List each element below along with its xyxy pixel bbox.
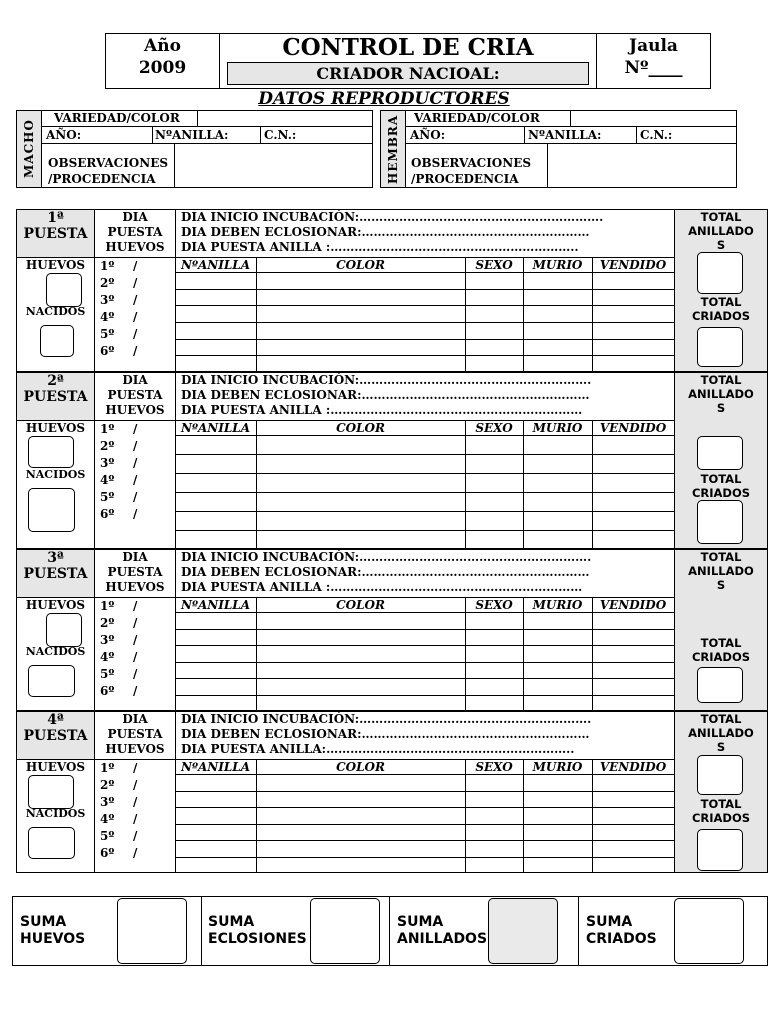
male-side-label: MACHO bbox=[16, 110, 42, 188]
laying-day-row[interactable]: 5º / bbox=[100, 667, 138, 681]
clutch-ordinal: 2ª PUESTA bbox=[23, 373, 88, 405]
eggs-count-box[interactable] bbox=[28, 436, 74, 468]
laying-day-row[interactable]: 5º / bbox=[100, 490, 138, 504]
laying-day-row[interactable]: 3º / bbox=[100, 795, 138, 809]
died-col-header: MURIO bbox=[532, 421, 583, 435]
clutch-day-header: DIA PUESTA HUEVOS bbox=[105, 550, 165, 594]
reproducers-title: DATOS REPRODUCTORES bbox=[258, 89, 510, 109]
chick-row[interactable] bbox=[176, 323, 674, 339]
chick-row[interactable] bbox=[176, 340, 674, 356]
total-raised-label: TOTAL CRIADOS bbox=[691, 472, 751, 500]
color-col-header: COLOR bbox=[336, 258, 385, 272]
chick-row[interactable] bbox=[176, 679, 674, 695]
sum-eggs-label: SUMA HUEVOS bbox=[20, 914, 86, 947]
laying-day-row[interactable]: 6º / bbox=[100, 507, 138, 521]
ring-day-line[interactable]: DIA PUESTA ANILLA :…………………………………………………….. bbox=[181, 240, 579, 254]
chick-row[interactable] bbox=[176, 531, 674, 549]
female-variety-field[interactable] bbox=[571, 111, 736, 126]
ring-number-col-header: NºANILLA bbox=[180, 760, 251, 774]
female-variety-label: VARIEDAD/COLOR bbox=[414, 111, 540, 125]
laying-day-row[interactable]: 4º / bbox=[100, 310, 138, 324]
chick-row[interactable] bbox=[176, 306, 674, 322]
chick-row[interactable] bbox=[176, 858, 674, 874]
laying-day-row[interactable]: 1º / bbox=[100, 259, 138, 273]
chick-row[interactable] bbox=[176, 646, 674, 662]
total-raised-box[interactable] bbox=[697, 327, 743, 367]
female-observations-label-2: /PROCEDENCIA bbox=[411, 172, 519, 186]
clutch-day-header: DIA PUESTA HUEVOS bbox=[105, 712, 165, 756]
sum-eggs-box[interactable] bbox=[117, 898, 187, 964]
clutch-day-header: DIA PUESTA HUEVOS bbox=[105, 210, 165, 254]
laying-day-row[interactable]: 2º / bbox=[100, 439, 138, 453]
color-col-header: COLOR bbox=[336, 598, 385, 612]
laying-day-row[interactable]: 4º / bbox=[100, 812, 138, 826]
total-raised-label: TOTAL CRIADOS bbox=[691, 295, 751, 323]
ring-number-col-header: NºANILLA bbox=[180, 598, 251, 612]
ring-day-line[interactable]: DIA PUESTA ANILLA:…………………………………………………….. bbox=[181, 742, 575, 756]
total-raised-label: TOTAL CRIADOS bbox=[691, 797, 751, 825]
chick-row[interactable] bbox=[176, 455, 674, 473]
sex-col-header: SEXO bbox=[475, 760, 513, 774]
chick-row[interactable] bbox=[176, 512, 674, 530]
eggs-label: HUEVOS bbox=[25, 421, 86, 435]
hatch-due-line[interactable]: DIA DEBEN ECLOSIONAR:………………………………………………… bbox=[181, 388, 590, 402]
page-title: CONTROL DE CRIA bbox=[282, 34, 534, 61]
laying-day-row[interactable]: 5º / bbox=[100, 327, 138, 341]
chick-row[interactable] bbox=[176, 663, 674, 679]
eggs-count-box[interactable] bbox=[28, 775, 74, 809]
eggs-count-box[interactable] bbox=[46, 273, 82, 307]
sold-col-header: VENDIDO bbox=[599, 598, 667, 612]
died-col-header: MURIO bbox=[532, 760, 583, 774]
hatched-label: NACIDOS bbox=[25, 305, 86, 318]
eggs-label: HUEVOS bbox=[25, 258, 86, 272]
female-observations-label-1: OBSERVACIONES bbox=[411, 156, 532, 170]
total-ringed-label: TOTAL ANILLADO S bbox=[688, 712, 754, 754]
sex-col-header: SEXO bbox=[475, 421, 513, 435]
laying-day-row[interactable]: 6º / bbox=[100, 344, 138, 358]
died-col-header: MURIO bbox=[532, 598, 583, 612]
laying-day-row[interactable]: 1º / bbox=[100, 761, 138, 775]
color-col-header: COLOR bbox=[336, 421, 385, 435]
breeder-field[interactable] bbox=[227, 62, 589, 85]
laying-day-row[interactable]: 5º / bbox=[100, 829, 138, 843]
year-value: 2009 bbox=[138, 58, 187, 78]
clutch-ordinal: 1ª PUESTA bbox=[23, 210, 88, 242]
total-raised-box[interactable] bbox=[697, 500, 743, 544]
male-variety-field[interactable] bbox=[198, 111, 372, 126]
sex-col-header: SEXO bbox=[475, 598, 513, 612]
hatched-count-box[interactable] bbox=[40, 325, 74, 357]
total-raised-box[interactable] bbox=[697, 667, 743, 703]
sum-raised-box[interactable] bbox=[674, 898, 744, 964]
hatched-count-box[interactable] bbox=[28, 488, 75, 532]
sum-hatchings-box[interactable] bbox=[310, 898, 380, 964]
female-ring-label: NºANILLA: bbox=[528, 128, 602, 142]
incubation-start-line[interactable]: DIA INICIO INCUBACIÓN:……………………………………………………. bbox=[181, 210, 604, 224]
female-observations-field[interactable] bbox=[548, 144, 736, 187]
total-raised-label: TOTAL CRIADOS bbox=[691, 636, 751, 664]
eggs-label: HUEVOS bbox=[25, 760, 86, 774]
ring-day-line[interactable]: DIA PUESTA ANILLA :……………………………………………………… bbox=[181, 580, 583, 594]
eggs-label: HUEVOS bbox=[25, 598, 86, 612]
chick-row[interactable] bbox=[176, 290, 674, 306]
chick-row[interactable] bbox=[176, 792, 674, 808]
male-year-label: AÑO: bbox=[46, 128, 82, 142]
chick-row[interactable] bbox=[176, 841, 674, 857]
chick-row[interactable] bbox=[176, 273, 674, 289]
clutch-day-header: DIA PUESTA HUEVOS bbox=[105, 373, 165, 417]
hatched-count-box[interactable] bbox=[28, 665, 75, 697]
chick-row[interactable] bbox=[176, 808, 674, 824]
sum-hatchings-label: SUMA ECLOSIONES bbox=[208, 914, 307, 947]
hatch-due-line[interactable]: DIA DEBEN ECLOSIONAR:………………………………………………… bbox=[181, 727, 590, 741]
laying-day-row[interactable]: 1º / bbox=[100, 599, 138, 613]
sold-col-header: VENDIDO bbox=[599, 258, 667, 272]
male-ring-label: NºANILLA: bbox=[155, 128, 229, 142]
sold-col-header: VENDIDO bbox=[599, 760, 667, 774]
male-observations-label-1: OBSERVACIONES bbox=[48, 156, 169, 170]
laying-day-row[interactable]: 2º / bbox=[100, 276, 138, 290]
laying-day-row[interactable]: 4º / bbox=[100, 473, 138, 487]
laying-day-row[interactable]: 2º / bbox=[100, 778, 138, 792]
laying-day-row[interactable]: 3º / bbox=[100, 293, 138, 307]
ring-number-col-header: NºANILLA bbox=[180, 258, 251, 272]
laying-day-row[interactable]: 3º / bbox=[100, 456, 138, 470]
sum-raised-label: SUMA CRIADOS bbox=[586, 914, 657, 947]
incubation-start-line[interactable]: DIA INICIO INCUBACIÓN:…………………………………………………. bbox=[181, 550, 592, 564]
laying-day-row[interactable]: 3º / bbox=[100, 633, 138, 647]
eggs-count-box[interactable] bbox=[46, 613, 82, 647]
laying-day-row[interactable]: 2º / bbox=[100, 616, 138, 630]
hatched-count-box[interactable] bbox=[28, 827, 75, 859]
total-ringed-label: TOTAL ANILLADO S bbox=[688, 550, 754, 592]
chick-row[interactable] bbox=[176, 825, 674, 841]
cage-label: Jaula bbox=[629, 36, 678, 56]
year-label: Año bbox=[144, 36, 181, 56]
color-col-header: COLOR bbox=[336, 760, 385, 774]
chick-row[interactable] bbox=[176, 474, 674, 492]
total-ringed-label: TOTAL ANILLADO S bbox=[688, 373, 754, 415]
ring-day-line[interactable]: DIA PUESTA ANILLA :……………………………………………………… bbox=[181, 403, 583, 417]
male-observations-field[interactable] bbox=[175, 144, 372, 187]
hatch-due-line[interactable]: DIA DEBEN ECLOSIONAR:………………………………………………… bbox=[181, 225, 590, 239]
laying-day-row[interactable]: 1º / bbox=[100, 422, 138, 436]
total-raised-box[interactable] bbox=[697, 829, 743, 871]
clutch-ordinal: 3ª PUESTA bbox=[23, 550, 88, 582]
female-cn-label: C.N.: bbox=[640, 128, 673, 142]
sum-ringed-label: SUMA ANILLADOS bbox=[397, 914, 488, 947]
male-variety-label: VARIEDAD/COLOR bbox=[54, 111, 180, 125]
ring-number-col-header: NºANILLA bbox=[180, 421, 251, 435]
incubation-start-line[interactable]: DIA INICIO INCUBACIÓN:…………………………………………………. bbox=[181, 373, 592, 387]
laying-day-row[interactable]: 6º / bbox=[100, 684, 138, 698]
hatch-due-line[interactable]: DIA DEBEN ECLOSIONAR:………………………………………………… bbox=[181, 565, 590, 579]
hatched-label: NACIDOS bbox=[25, 807, 86, 820]
chick-row[interactable] bbox=[176, 493, 674, 511]
chick-row[interactable] bbox=[176, 356, 674, 372]
hatched-label: NACIDOS bbox=[25, 468, 86, 481]
chick-row[interactable] bbox=[176, 436, 674, 454]
laying-day-row[interactable]: 4º / bbox=[100, 650, 138, 664]
sex-col-header: SEXO bbox=[475, 258, 513, 272]
cage-number-label[interactable]: Nº____ bbox=[624, 58, 683, 78]
female-side-label: HEMBRA bbox=[380, 110, 406, 188]
sum-ringed-box[interactable] bbox=[488, 898, 558, 964]
total-ringed-label: TOTAL ANILLADO S bbox=[688, 210, 754, 252]
died-col-header: MURIO bbox=[532, 258, 583, 272]
sold-col-header: VENDIDO bbox=[599, 421, 667, 435]
total-ringed-box[interactable] bbox=[697, 436, 743, 470]
incubation-start-line[interactable]: DIA INICIO INCUBACIÓN:…………………………………………………. bbox=[181, 712, 592, 726]
chick-row[interactable] bbox=[176, 775, 674, 791]
chick-row[interactable] bbox=[176, 630, 674, 646]
chick-row[interactable] bbox=[176, 613, 674, 629]
clutch-ordinal: 4ª PUESTA bbox=[23, 712, 88, 744]
laying-day-row[interactable]: 6º / bbox=[100, 846, 138, 860]
breeder-label: CRIADOR NACIOAL: bbox=[316, 64, 500, 83]
total-ringed-box[interactable] bbox=[697, 252, 743, 294]
male-observations-label-2: /PROCEDENCIA bbox=[48, 172, 156, 186]
total-ringed-box[interactable] bbox=[697, 755, 743, 795]
male-cn-label: C.N.: bbox=[264, 128, 297, 142]
chick-row[interactable] bbox=[176, 696, 674, 712]
female-year-label: AÑO: bbox=[410, 128, 446, 142]
hatched-label: NACIDOS bbox=[25, 645, 86, 658]
